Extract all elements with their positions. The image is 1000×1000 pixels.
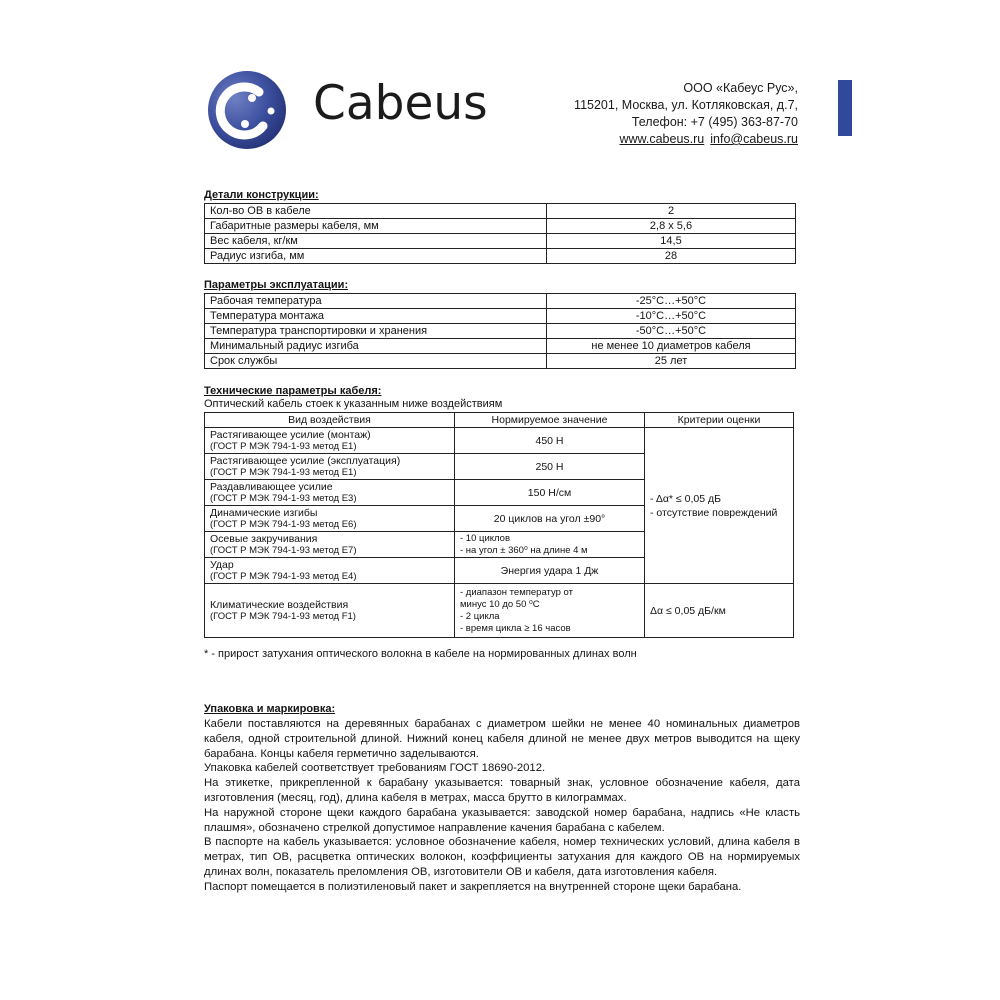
table-row xyxy=(205,324,796,339)
row-label: Кол-во ОВ в кабеле xyxy=(205,204,547,219)
impact-method: (ГОСТ Р МЭК 794-1-93 метод Е1) xyxy=(210,440,357,452)
column-header: Вид воздействия xyxy=(205,413,455,428)
row-label: Минимальный радиус изгиба xyxy=(205,339,547,354)
norm-line: - 10 циклов xyxy=(460,532,511,544)
column-header: Нормируемое значение xyxy=(455,413,645,428)
table-row xyxy=(205,354,796,369)
table-row xyxy=(205,204,796,219)
impact-method: (ГОСТ Р МЭК 794-1-93 метод Е4) xyxy=(210,570,357,582)
impact-name: Климатические воздействия xyxy=(210,598,349,611)
table-row xyxy=(205,584,794,638)
operation-table xyxy=(204,293,796,369)
impact-name: Раздавливающее усилие xyxy=(210,480,333,493)
norm-value: 150 Н/см xyxy=(455,480,645,506)
impact-cell xyxy=(205,584,455,638)
table-header-row xyxy=(205,413,794,428)
row-label: Срок службы xyxy=(205,354,547,369)
impact-cell xyxy=(205,480,455,506)
impact-method: (ГОСТ Р МЭК 794-1-93 метод F1) xyxy=(210,610,356,622)
operation-title: Параметры эксплуатации: xyxy=(204,279,349,291)
norm-line: минус 10 до 50 ⁰С xyxy=(460,598,540,610)
technical-subtitle: Оптический кабель стоек к указанным ниже воздействиям xyxy=(204,398,503,410)
row-label: Температура монтажа xyxy=(205,309,547,324)
norm-line: - время цикла ≥ 16 часов xyxy=(460,622,571,634)
table-row xyxy=(205,249,796,264)
norm-value xyxy=(455,584,645,638)
impact-name: Осевые закручивания xyxy=(210,532,318,545)
construction-table xyxy=(204,203,796,264)
packaging-paragraph: В паспорте на кабель указывается: условное обозначение кабеля, номер технических условий, длина кабеля в метрах, тип ОВ, расцветка оптических волокон, коэффициенты затухания для каждого ОВ на нормируемых длинах волн, показатель преломления ОВ, изготовители ОВ и кабеля, дата изготовления кабеля. xyxy=(204,836,800,878)
impact-cell xyxy=(205,532,455,558)
impact-cell xyxy=(205,506,455,532)
impact-name: Растягивающее усилие (монтаж) xyxy=(210,428,371,441)
norm-value: 450 Н xyxy=(455,428,645,454)
email-link[interactable]: info@cabeus.ru xyxy=(710,132,798,146)
row-value: 28 xyxy=(547,249,796,264)
norm-line: - на угол ± 360⁰ на длине 4 м xyxy=(460,544,588,556)
row-value: 2 xyxy=(547,204,796,219)
table-row xyxy=(205,339,796,354)
row-value: -10°С…+50°С xyxy=(547,309,796,324)
impact-name: Динамические изгибы xyxy=(210,506,318,519)
impact-method: (ГОСТ Р МЭК 794-1-93 метод Е6) xyxy=(210,518,357,530)
accent-bar xyxy=(838,80,852,136)
technical-footnote: * - прирост затухания оптического волокна в кабеле на нормированных длинах волн xyxy=(204,648,637,660)
row-value: -25°С…+50°С xyxy=(547,294,796,309)
impact-cell xyxy=(205,454,455,480)
packaging-paragraph: На этикетке, прикрепленной к барабану указывается: товарный знак, условное обозначение кабеля, дата изготовления (месяц, год), длина кабеля в метрах, масса брутто в килограммах. xyxy=(204,777,800,804)
norm-line: - диапазон температур от xyxy=(460,586,573,598)
company-phone: Телефон: +7 (495) 363-87-70 xyxy=(631,115,798,129)
technical-table xyxy=(204,412,794,638)
row-value: 25 лет xyxy=(547,354,796,369)
impact-method: (ГОСТ Р МЭК 794-1-93 метод Е7) xyxy=(210,544,357,556)
construction-title: Детали конструкции: xyxy=(204,189,319,201)
row-label: Радиус изгиба, мм xyxy=(205,249,547,264)
packaging-text xyxy=(204,717,800,895)
impact-name: Удар xyxy=(210,558,234,571)
row-label: Вес кабеля, кг/км xyxy=(205,234,547,249)
packaging-title: Упаковка и маркировка: xyxy=(204,703,336,715)
norm-value: Энергия удара 1 Дж xyxy=(455,558,645,584)
company-name: ООО «Кабеус Рус», xyxy=(683,81,798,95)
table-row xyxy=(205,234,796,249)
company-address: 115201, Москва, ул. Котляковская, д.7, xyxy=(574,98,798,112)
criteria-line: - Δα* ≤ 0,05 дБ xyxy=(650,492,721,505)
company-contacts xyxy=(458,80,798,148)
criteria-line: - отсутствие повреждений xyxy=(650,506,778,519)
impact-method: (ГОСТ Р МЭК 794-1-93 метод Е1) xyxy=(210,466,357,478)
table-row xyxy=(205,294,796,309)
packaging-paragraph: Кабели поставляются на деревянных барабанах с диаметром шейки не менее 40 номинальных диаметров кабеля, одной строительной длиной. Нижний конец кабеля длиной не менее двух метров выводится на щеку барабана. Концы кабеля герметично заделываются. xyxy=(204,718,800,760)
row-value: 2,8 х 5,6 xyxy=(547,219,796,234)
packaging-paragraph: На наружной стороне щеки каждого барабана указывается: заводской номер барабана, надпись «Не класть плашмя», обозначено стрелкой допустимое направление качения барабана с кабелем. xyxy=(204,806,800,834)
criteria-cell xyxy=(645,428,794,584)
website-link[interactable]: www.cabeus.ru xyxy=(619,132,705,146)
norm-value: 250 Н xyxy=(455,454,645,480)
cabeus-logo xyxy=(205,68,495,154)
logo-emblem-icon xyxy=(205,68,291,154)
norm-value: 20 циклов на угол ±90° xyxy=(455,506,645,532)
technical-title: Технические параметры кабеля: xyxy=(204,385,382,397)
row-value: не менее 10 диаметров кабеля xyxy=(547,339,796,354)
packaging-paragraph: Паспорт помещается в полиэтиленовый пакет и закрепляется на внутренней стороне щеки барабана. xyxy=(204,880,742,893)
row-value: 14,5 xyxy=(547,234,796,249)
impact-method: (ГОСТ Р МЭК 794-1-93 метод Е3) xyxy=(210,492,357,504)
table-row xyxy=(205,428,794,454)
impact-cell xyxy=(205,428,455,454)
norm-value xyxy=(455,532,645,558)
row-value: -50°С…+50°С xyxy=(547,324,796,339)
packaging-paragraph: Упаковка кабелей соответствует требованиям ГОСТ 18690-2012. xyxy=(204,762,546,775)
impact-name: Растягивающее усилие (эксплуатация) xyxy=(210,454,401,467)
table-row xyxy=(205,309,796,324)
table-row xyxy=(205,219,796,234)
logo-wordmark: Cabeus xyxy=(313,76,488,131)
row-label: Температура транспортировки и хранения xyxy=(205,324,547,339)
row-label: Габаритные размеры кабеля, мм xyxy=(205,219,547,234)
norm-line: - 2 цикла xyxy=(460,610,500,622)
impact-cell xyxy=(205,558,455,584)
column-header: Критерии оценки xyxy=(645,413,794,428)
criteria-climate: Δα ≤ 0,05 дБ/км xyxy=(645,584,794,638)
row-label: Рабочая температура xyxy=(205,294,547,309)
